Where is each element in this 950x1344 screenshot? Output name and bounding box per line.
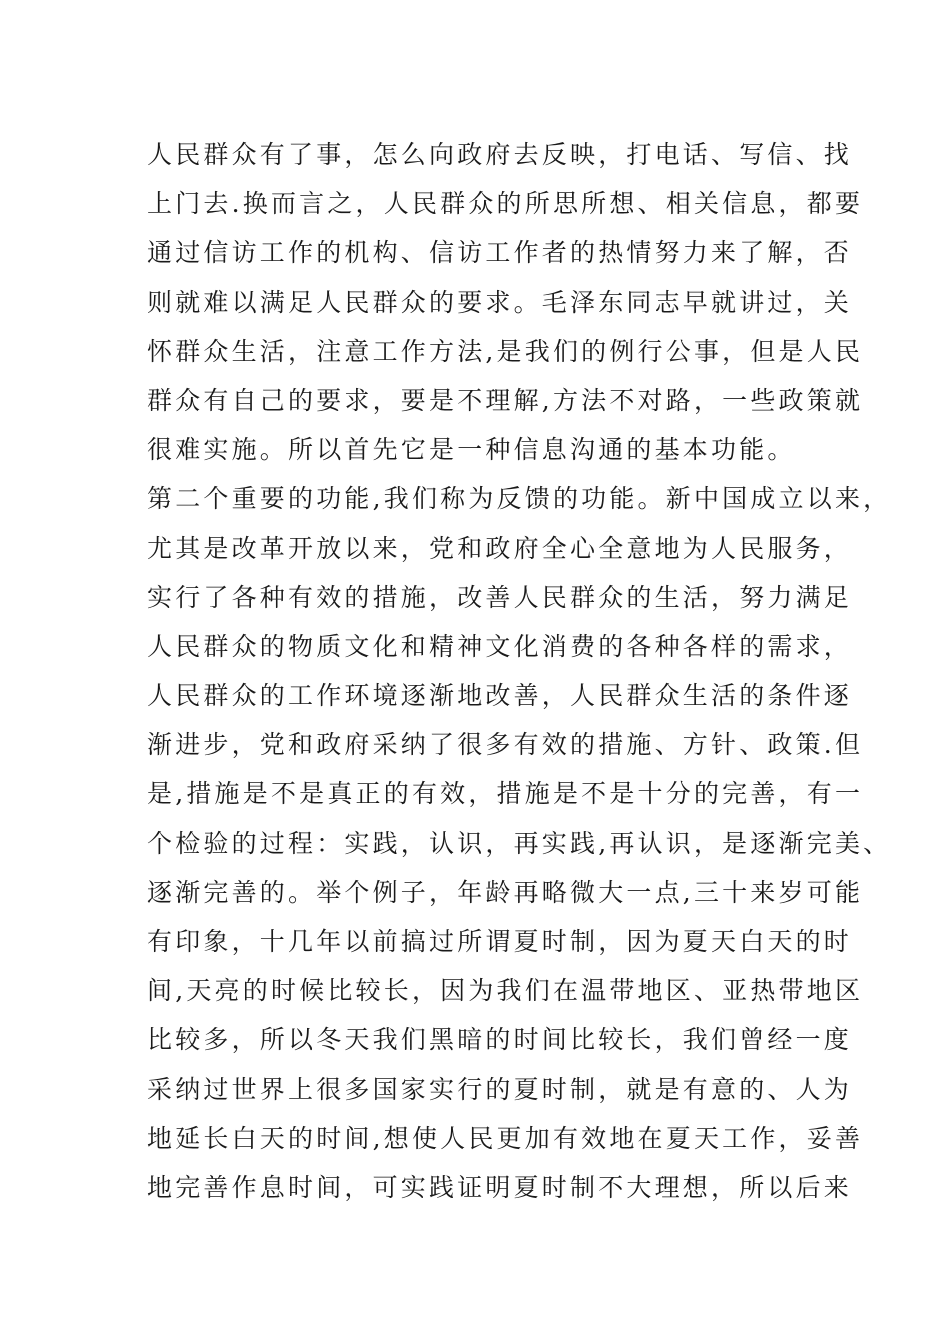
text-line: 逐渐完善的。举个例子，年龄再略微大一点,三十来岁可能 bbox=[147, 877, 864, 907]
text-line: 有印象，十几年以前搞过所谓夏时制，因为夏天白天的时 bbox=[147, 927, 853, 956]
text-line: 群众有自己的要求，要是不理解,方法不对路，一些政策就 bbox=[147, 385, 864, 415]
text-line: 人民群众的物质文化和精神文化消费的各种各样的需求， bbox=[147, 631, 853, 661]
text-line: 人民群众的工作环境逐渐地改善，人民群众生活的条件逐 bbox=[147, 681, 853, 711]
text-line: 怀群众生活，注意工作方法,是我们的例行公事，但是人民 bbox=[147, 336, 864, 366]
text-line: 比较多，所以冬天我们黑暗的时间比较长，我们曾经一度 bbox=[147, 1025, 853, 1055]
text-line: 第二个重要的功能,我们称为反馈的功能。新中国成立以来， bbox=[147, 484, 892, 514]
text-line: 个检验的过程：实践，认识，再实践,再认识，是逐渐完美、 bbox=[147, 828, 892, 858]
body-text bbox=[147, 130, 892, 1212]
text-line: 实行了各种有效的措施，改善人民群众的生活，努力满足 bbox=[147, 582, 853, 612]
text-line: 采纳过世界上很多国家实行的夏时制，就是有意的、人为 bbox=[147, 1074, 853, 1104]
text-line: 则就难以满足人民群众的要求。毛泽东同志早就讲过，关 bbox=[147, 287, 853, 317]
text-line: 地延长白天的时间,想使人民更加有效地在夏天工作，妥善 bbox=[147, 1123, 864, 1153]
text-line: 是,措施是不是真正的有效，措施是不是十分的完善，有一 bbox=[147, 779, 864, 809]
text-line: 间,天亮的时候比较长，因为我们在温带地区、亚热带地区 bbox=[147, 976, 864, 1006]
text-line: 很难实施。所以首先它是一种信息沟通的基本功能。 bbox=[147, 435, 796, 465]
text-line: 地完善作息时间，可实践证明夏时制不大理想，所以后来 bbox=[147, 1172, 853, 1202]
text-line: 上门去.换而言之，人民群众的所思所想、相关信息，都要 bbox=[147, 189, 864, 219]
text-line: 尤其是改革开放以来，党和政府全心全意地为人民服务， bbox=[147, 533, 853, 563]
text-line: 通过信访工作的机构、信访工作者的热情努力来了解，否 bbox=[147, 238, 853, 268]
text-line: 渐进步，党和政府采纳了很多有效的措施、方针、政策.但 bbox=[147, 730, 864, 760]
text-line: 人民群众有了事，怎么向政府去反映，打电话、写信、找 bbox=[147, 140, 853, 169]
